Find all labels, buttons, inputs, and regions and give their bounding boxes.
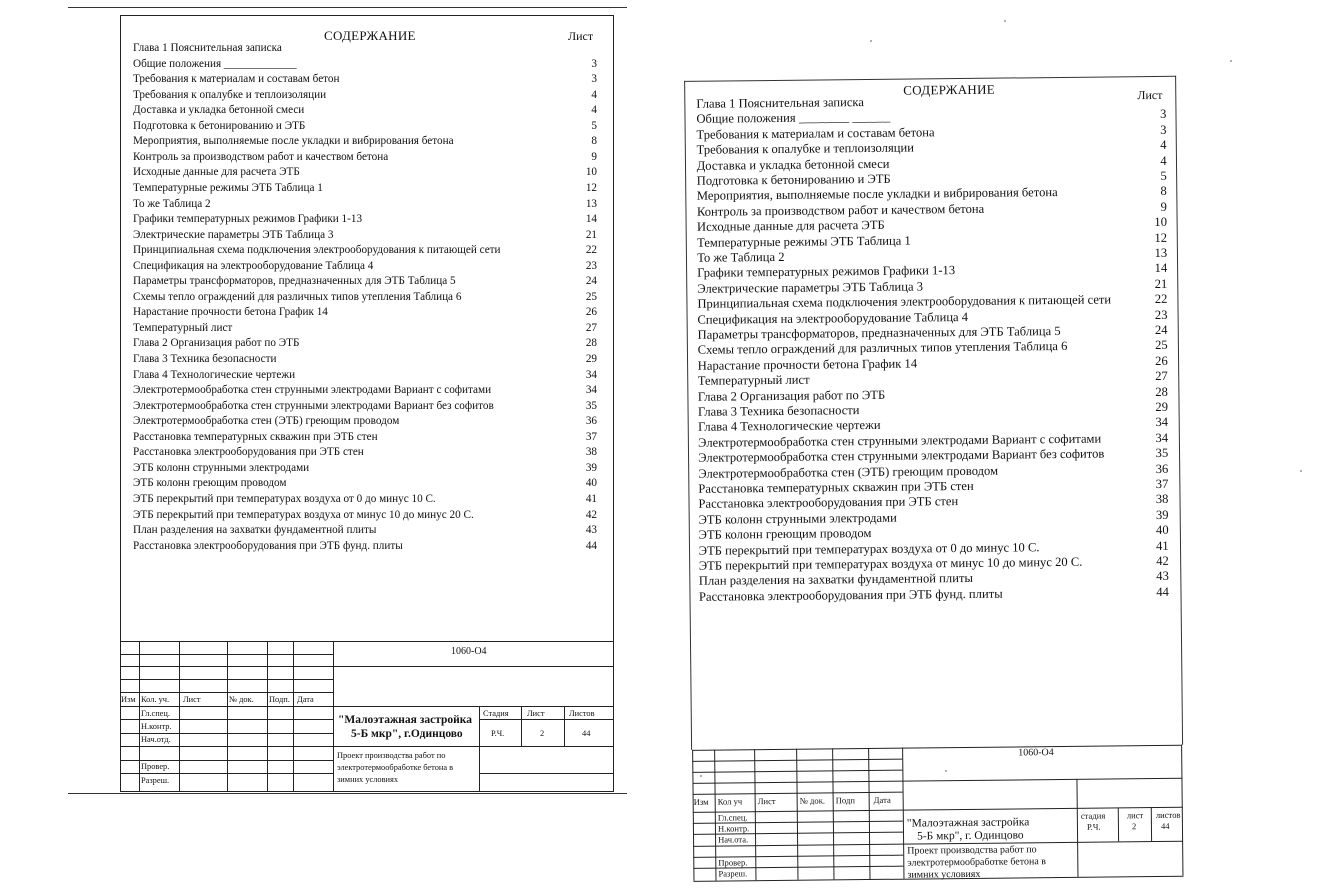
- toc-entry-page: 4: [567, 103, 597, 119]
- toc-entry-page: 36: [1138, 461, 1168, 477]
- drawing-code: 1060-О4: [451, 646, 487, 657]
- toc-entry-title: Глава 4 Технологические чертежи: [698, 418, 881, 435]
- toc-entry-title: Температурные режимы ЭТБ Таблица 1: [133, 181, 323, 197]
- toc-entry-page: 3: [1136, 107, 1166, 123]
- doc-title-line3: зимних условиях: [907, 869, 980, 881]
- toc-entry-title: Температурный лист: [698, 373, 810, 390]
- label-doc-no: № док.: [229, 695, 254, 704]
- toc-row: [133, 430, 603, 446]
- toc-entry-page: 22: [1137, 292, 1167, 308]
- toc-entry-page: 12: [567, 181, 597, 197]
- toc-entry-page: 10: [567, 165, 597, 181]
- toc-entry-title: Принципиальная схема подключения электрооборудования к питающей сети: [697, 293, 1111, 313]
- toc-entry-title: Принципиальная схема подключения электрооборудования к питающей сети: [133, 243, 501, 259]
- toc-entry-page: 38: [567, 445, 597, 461]
- toc-entry-title: То же Таблица 2: [133, 197, 211, 213]
- label-list: Лист: [758, 796, 776, 806]
- toc-entry-page: 3: [567, 57, 597, 73]
- scan-speck: [700, 775, 702, 777]
- label-data: Дата: [297, 695, 314, 704]
- toc-entry-title: Требования к материалам и составам бетон: [133, 72, 340, 88]
- toc-entry-title: Глава 1 Пояснительная записка: [133, 41, 282, 57]
- toc-entry-title: Глава 2 Организация работ по ЭТБ: [133, 336, 299, 352]
- toc-entry-page: 5: [1137, 169, 1167, 185]
- toc-entry-page: 42: [1139, 554, 1169, 570]
- toc-entry-page: 43: [567, 523, 597, 539]
- project-name-line1: "Малоэтажная застройка: [338, 714, 472, 726]
- toc-row: [133, 368, 603, 384]
- toc-entry-title: ЭТБ колонн струнными электродами: [698, 511, 896, 528]
- toc-entry-title: Электрические параметры ЭТБ Таблица 3: [133, 228, 333, 244]
- toc-entry-page: 40: [1139, 523, 1169, 539]
- toc-row: [133, 212, 603, 228]
- toc-row: [133, 197, 603, 213]
- toc-row: [133, 243, 603, 259]
- toc-entry-title: Расстановка температурных скважин при ЭТБ стен: [133, 430, 378, 446]
- drawing-frame-scan: [684, 76, 1183, 750]
- toc-row: [133, 290, 603, 306]
- project-name-line1: "Малоэтажная застройка: [907, 816, 1030, 829]
- scan-speck: [1230, 60, 1232, 62]
- toc-entry-title: Подготовка к бетонированию и ЭТБ: [133, 119, 305, 135]
- toc-row: [133, 103, 603, 119]
- toc-entry-page: 34: [1138, 415, 1168, 431]
- toc-entry-page: 5: [567, 119, 597, 135]
- toc-entry-title: Доставка и укладка бетонной смеси: [697, 156, 890, 173]
- label-data: Дата: [874, 795, 891, 805]
- toc-entry-title: Глава 3 Техника безопасности: [133, 352, 277, 368]
- toc-entry-page: 4: [567, 88, 597, 104]
- toc-entry-title: Схемы тепло ограждений для различных типов утепления Таблица 6: [133, 290, 461, 306]
- toc-entry-title: Расстановка электрооборудования при ЭТБ фунд. плиты: [133, 539, 403, 555]
- toc-entry-page: 9: [1137, 200, 1167, 216]
- label-n-kontr: Н.контр.: [718, 823, 749, 833]
- toc-entry-page: 24: [1137, 323, 1167, 339]
- toc-entry-page: 3: [1136, 123, 1166, 139]
- scan-speck: [870, 40, 872, 42]
- label-stage: Стадия: [483, 709, 509, 718]
- toc-entry-title: Глава 4 Технологические чертежи: [133, 368, 295, 384]
- sheet-value: 2: [540, 729, 544, 738]
- doc-title-line2: электротермообработке бетона в: [337, 763, 453, 772]
- label-prover: Провер.: [141, 762, 169, 771]
- toc-entry-page: 44: [1139, 585, 1169, 601]
- title-block: [121, 641, 613, 791]
- title-block: [692, 745, 1183, 890]
- toc-entry-title: Требования к материалам и составам бетона: [696, 125, 934, 143]
- label-stage: стадия: [1081, 811, 1106, 821]
- toc-entry-page: 28: [1138, 384, 1168, 400]
- toc-entry-title: Графики температурных режимов Графики 1-13: [133, 212, 362, 228]
- toc-entry-title: Электротермообработка стен струнными электродами Вариант с софитами: [133, 383, 491, 399]
- label-kol-uch: Кол уч: [718, 796, 743, 806]
- toc-entry-title: ЭТБ колонн греющим проводом: [133, 476, 287, 492]
- toc-row: [133, 523, 603, 539]
- toc-entry-page: 10: [1137, 215, 1167, 231]
- toc-row: [133, 445, 603, 461]
- toc-entry-title: Расстановка электрооборудования при ЭТБ стен: [698, 494, 958, 512]
- toc-entry-title: Расстановка электрооборудования при ЭТБ фунд. плиты: [699, 586, 1003, 605]
- toc-entry-title: Электротермообработка стен (ЭТБ) греющим проводом: [133, 414, 399, 430]
- toc-row: [133, 399, 603, 415]
- toc-entry-page: 13: [567, 197, 597, 213]
- drawing-code: 1060-О4: [1018, 747, 1054, 758]
- toc-entry-page: 3: [567, 72, 597, 88]
- toc-entry-title: Схемы тепло ограждений для различных типов утепления Таблица 6: [698, 339, 1068, 358]
- toc-entry-title: Глава 1 Пояснительная записка: [696, 95, 864, 112]
- toc-row: [133, 228, 603, 244]
- label-doc-no: № док.: [800, 795, 825, 805]
- toc-list: [685, 77, 1175, 82]
- toc-row: [133, 72, 603, 88]
- toc-entry-title: Контроль за производством работ и качеством бетона: [133, 150, 388, 166]
- toc-entry-page: 4: [1136, 138, 1166, 154]
- toc-entry-title: Электротермообработка стен (ЭТБ) греющим проводом: [698, 463, 998, 482]
- toc-entry-page: 25: [1138, 338, 1168, 354]
- toc-entry-page: 23: [1137, 307, 1167, 323]
- toc-entry-page: 34: [567, 368, 597, 384]
- toc-row: [133, 181, 603, 197]
- sheets-value: 44: [1161, 821, 1170, 831]
- toc-entry-title: Нарастание прочности бетона График 14: [698, 356, 918, 374]
- toc-entry-page: 14: [567, 212, 597, 228]
- toc-entry-page: 39: [1138, 508, 1168, 524]
- label-prover: Провер.: [718, 857, 747, 867]
- toc-entry-page: 23: [567, 259, 597, 275]
- toc-entry-page: 29: [567, 352, 597, 368]
- toc-entry-page: 25: [567, 290, 597, 306]
- toc-entry-page: 38: [1138, 492, 1168, 508]
- label-n-kontr: Н.контр.: [141, 722, 172, 731]
- toc-entry-title: Расстановка электрооборудования при ЭТБ стен: [133, 445, 364, 461]
- toc-entry-page: 37: [1138, 477, 1168, 493]
- toc-entry-title: Подготовка к бетонированию и ЭТБ: [697, 172, 891, 189]
- toc-entry-page: 8: [567, 134, 597, 150]
- toc-entry-title: ЭТБ колонн греющим проводом: [699, 526, 872, 543]
- label-sheet: Лист: [527, 709, 545, 718]
- toc-entry-title: План разделения на захватки фундаментной плиты: [699, 571, 973, 589]
- toc-entry-title: ЭТБ колонн струнными электродами: [133, 461, 309, 477]
- toc-entry-title: Электрические параметры ЭТБ Таблица 3: [697, 279, 923, 297]
- toc-row: [133, 336, 603, 352]
- toc-entry-page: 26: [1138, 354, 1168, 370]
- toc-entry-title: Мероприятия, выполняемые после укладки и вибрирования бетона: [133, 134, 454, 150]
- toc-row: [133, 134, 603, 150]
- toc-entry-page: 21: [567, 228, 597, 244]
- toc-row: [133, 305, 603, 321]
- toc-entry-title: Общие положения ________ ______: [696, 110, 890, 127]
- toc-entry-title: План разделения на захватки фундаментной плиты: [133, 523, 376, 539]
- toc-entry-title: Общие положения _____________: [133, 57, 297, 73]
- toc-entry-title: Спецификация на электрооборудование Таблица 4: [697, 310, 968, 328]
- toc-entry-title: Параметры трансформаторов, предназначенных для ЭТБ Таблица 5: [697, 324, 1060, 343]
- toc-row: [133, 508, 603, 524]
- toc-entry-title: Глава 2 Организация работ по ЭТБ: [698, 387, 885, 404]
- toc-row: [133, 57, 603, 73]
- label-razresh: Разреш.: [141, 776, 169, 785]
- toc-entry-page: 24: [567, 274, 597, 290]
- toc-entry-page: 29: [1138, 400, 1168, 416]
- toc-entry-title: Исходные данные для расчета ЭТБ: [133, 165, 300, 181]
- doc-title-line2: электротермообработке бетона в: [907, 856, 1046, 868]
- toc-entry-page: 43: [1139, 569, 1169, 585]
- toc-row: [133, 539, 603, 555]
- doc-title-line3: зимних условиях: [337, 775, 398, 784]
- toc-heading: СОДЕРЖАНИЕ: [324, 28, 416, 44]
- toc-entry-title: Нарастание прочности бетона График 14: [133, 305, 328, 321]
- toc-entry-title: Температурный лист: [133, 321, 232, 337]
- toc-entry-page: 22: [567, 243, 597, 259]
- toc-entry-title: ЭТБ перекрытий при температурах воздуха от минус 10 до минус 20 С.: [133, 508, 474, 524]
- toc-entry-page: 12: [1137, 230, 1167, 246]
- toc-entry-page: 35: [1138, 446, 1168, 462]
- toc-entry-page: 26: [567, 305, 597, 321]
- toc-entry-title: Требования к опалубке и теплоизоляции: [133, 88, 326, 104]
- label-izm: Изм: [121, 695, 136, 704]
- toc-entry-title: Графики температурных режимов Графики 1-13: [697, 263, 955, 281]
- toc-entry-page: 35: [567, 399, 597, 415]
- toc-entry-page: 34: [567, 383, 597, 399]
- project-name-line2: 5-Б мкр", г.Одинцово: [351, 728, 463, 740]
- toc-entry-page: 21: [1137, 277, 1167, 293]
- toc-entry-title: Электротермообработка стен струнными электродами Вариант без софитов: [698, 447, 1104, 467]
- document-sheet-right: [676, 63, 1322, 790]
- toc-row: [133, 461, 603, 477]
- toc-entry-page: 27: [567, 321, 597, 337]
- label-gl-spec: Гл.спец.: [718, 812, 748, 822]
- toc-entry-page: 36: [567, 414, 597, 430]
- doc-title-line1: Проект производства работ по: [337, 751, 445, 760]
- toc-row: [133, 414, 603, 430]
- toc-entry-page: 41: [567, 492, 597, 508]
- toc-entry-title: Расстановка температурных скважин при ЭТБ стен: [698, 479, 973, 497]
- toc-entry-title: Электротермообработка стен струнными электродами Вариант с софитами: [698, 431, 1101, 451]
- toc-row: [133, 352, 603, 368]
- toc-row: [133, 165, 603, 181]
- toc-entry-title: Требования к опалубке и теплоизоляции: [697, 141, 914, 159]
- label-list: Лист: [183, 695, 201, 704]
- sheets-value: 44: [582, 729, 590, 738]
- toc-entry-page: 14: [1137, 261, 1167, 277]
- toc-entry-title: Электротермообработка стен струнными электродами Вариант без софитов: [133, 399, 494, 415]
- toc-entry-title: Контроль за производством работ и качеством бетона: [697, 202, 984, 220]
- toc-entry-title: Исходные данные для расчета ЭТБ: [697, 218, 885, 235]
- label-izm: Изм: [694, 797, 709, 807]
- label-gl-spec: Гл.спец.: [141, 709, 170, 718]
- scan-speck: [1004, 20, 1006, 22]
- toc-row: [133, 476, 603, 492]
- toc-row: [133, 274, 603, 290]
- scan-speck: [945, 770, 947, 772]
- toc-row: [133, 150, 603, 166]
- toc-row: [133, 41, 603, 57]
- toc-entry-page: 40: [567, 476, 597, 492]
- label-nach-otd: Нач.отд.: [141, 735, 171, 744]
- toc-entry-page: 8: [1137, 184, 1167, 200]
- toc-entry-title: ЭТБ перекрытий при температурах воздуха от 0 до минус 10 С.: [133, 492, 436, 508]
- toc-entry-page: 41: [1139, 538, 1169, 554]
- toc-entry-page: 4: [1137, 153, 1167, 169]
- stage-value: Р.Ч.: [491, 729, 504, 738]
- toc-entry-title: То же Таблица 2: [697, 250, 784, 266]
- label-razresh: Разреш.: [718, 868, 747, 878]
- toc-entry-title: Глава 3 Техника безопасности: [698, 403, 860, 420]
- toc-entry-page: 37: [567, 430, 597, 446]
- toc-row: [133, 383, 603, 399]
- doc-title-line1: Проект производства работ по: [907, 844, 1037, 856]
- label-podp: Подп: [836, 795, 855, 805]
- scan-speck: [1300, 470, 1302, 472]
- stage-value: Р.Ч.: [1087, 822, 1101, 832]
- sheet-value: 2: [1132, 821, 1136, 831]
- toc-entry-title: Параметры трансформаторов, предназначенных для ЭТБ Таблица 5: [133, 274, 456, 290]
- toc-row: [133, 259, 603, 275]
- toc-entry-title: ЭТБ перекрытий при температурах воздуха от 0 до минус 10 С.: [699, 540, 1040, 559]
- toc-entry-page: 13: [1137, 246, 1167, 262]
- drawing-frame: [120, 15, 614, 792]
- toc-entry-title: Мероприятия, выполняемые после укладки и вибрирования бетона: [697, 185, 1058, 204]
- toc-entry-page: 34: [1138, 431, 1168, 447]
- toc-entry-title: Доставка и укладка бетонной смеси: [133, 103, 304, 119]
- toc-entry-page: 9: [567, 150, 597, 166]
- label-podp: Подп.: [269, 695, 290, 704]
- document-sheet-left: [68, 7, 627, 794]
- label-sheets: Листов: [569, 709, 595, 718]
- toc-entry-page: 27: [1138, 369, 1168, 385]
- toc-row: [133, 321, 603, 337]
- sheet-column-header: Лист: [568, 29, 593, 44]
- label-kol-uch: Кол. уч.: [141, 695, 169, 704]
- label-sheets: листов: [1156, 810, 1181, 820]
- toc-heading: СОДЕРЖАНИЕ: [903, 82, 995, 99]
- toc-entry-title: Температурные режимы ЭТБ Таблица 1: [697, 233, 911, 251]
- toc-entry-title: Спецификация на электрооборудование Таблица 4: [133, 259, 373, 275]
- toc-row: [133, 119, 603, 135]
- label-nach-ota: Нач.ота.: [718, 834, 748, 844]
- sheet-column-header: Лист: [1137, 88, 1162, 103]
- toc-entry-page: 28: [567, 336, 597, 352]
- toc-row: [133, 88, 603, 104]
- label-sheet: лист: [1127, 810, 1144, 820]
- toc-entry-page: 42: [567, 508, 597, 524]
- toc-row: [133, 492, 603, 508]
- toc-entry-page: 44: [567, 539, 597, 555]
- project-name-line2: 5-Б мкр", г. Одинцово: [917, 829, 1024, 842]
- toc-entry-title: ЭТБ перекрытий при температурах воздуха от минус 10 до минус 20 С.: [699, 555, 1083, 574]
- toc-entry-page: 39: [567, 461, 597, 477]
